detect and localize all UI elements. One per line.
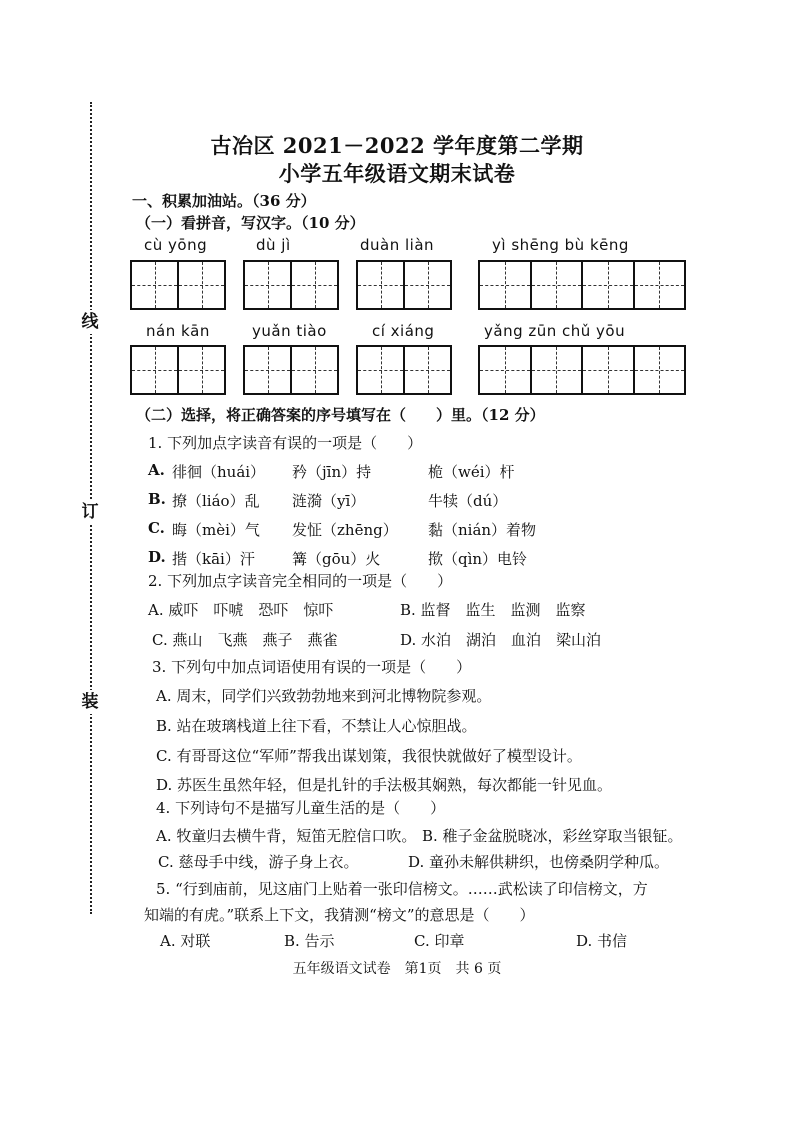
writing-grid-8[interactable] xyxy=(478,345,686,395)
q3-option-d[interactable]: D. 苏医生虽然年轻，但是扎针的手法极其娴熟，每次都能一针见血。 xyxy=(156,776,613,794)
q1-option-a-label[interactable]: A. xyxy=(148,461,165,479)
q1-option-a-2: 矜（jīn）持 xyxy=(292,463,372,481)
q5-option-a[interactable]: A. 对联 xyxy=(160,932,211,950)
q5-stem-line2: 知端的有虎。”联系上下文，我猜测“榜文”的意思是（ ） xyxy=(144,906,535,924)
q1-option-c-3: 黏（nián）着物 xyxy=(428,521,537,539)
q5-option-b[interactable]: B. 告示 xyxy=(284,932,335,950)
writing-grid-2[interactable] xyxy=(243,260,339,310)
pinyin-6: yuǎn tiào xyxy=(252,322,327,340)
q1-option-d-3: 揿（qìn）电铃 xyxy=(428,550,528,568)
q2-option-b[interactable]: B. 监督 监生 监测 监察 xyxy=(400,601,586,619)
q5-option-c[interactable]: C. 印章 xyxy=(414,932,465,950)
q2-option-d[interactable]: D. 水泊 湖泊 血泊 梁山泊 xyxy=(400,631,602,649)
exam-title-line1: 古冶区 2021－2022 学年度第二学期 xyxy=(210,133,584,158)
q1-option-a-3: 桅（wéi）杆 xyxy=(428,463,515,481)
page-footer: 五年级语文试卷 第1页 共 6 页 xyxy=(292,961,502,977)
pinyin-3: duàn liàn xyxy=(360,236,435,254)
q4-option-c[interactable]: C. 慈母手中线，游子身上衣。 xyxy=(158,853,359,871)
q3-stem: 3. 下列句中加点词语使用有误的一项是（ ） xyxy=(152,658,472,676)
q3-option-c[interactable]: C. 有哥哥这位“军师”帮我出谋划策，我很快就做好了模型设计。 xyxy=(156,747,582,765)
q1-option-c-1: 晦（mèi）气 xyxy=(172,521,260,539)
q2-option-a[interactable]: A. 威吓 吓唬 恐吓 惊吓 xyxy=(148,601,334,619)
margin-char-xian: 线 xyxy=(78,310,102,334)
q4-stem: 4. 下列诗句不是描写儿童生活的是（ ） xyxy=(156,799,446,817)
writing-grid-3[interactable] xyxy=(356,260,452,310)
section1-heading: 一、积累加油站。（36 分） xyxy=(132,192,316,210)
q1-stem: 1. 下列加点字读音有误的一项是（ ） xyxy=(148,434,423,452)
q4-option-d[interactable]: D. 童孙未解供耕织，也傍桑阴学种瓜。 xyxy=(408,853,670,871)
pinyin-2: dù jì xyxy=(256,236,291,254)
q1-option-c-2: 发怔（zhēng） xyxy=(292,521,398,539)
q4-option-a[interactable]: A. 牧童归去横牛背，短笛无腔信口吹。 xyxy=(156,827,417,845)
writing-grid-1[interactable] xyxy=(130,260,226,310)
q4-option-b[interactable]: B. 稚子金盆脱晓冰，彩丝穿取当银钲。 xyxy=(422,827,683,845)
part2-heading: （二）选择，将正确答案的序号填写在（ ）里。（12 分） xyxy=(136,406,545,424)
q1-option-b-3: 牛犊（dú） xyxy=(428,492,508,510)
margin-char-zhuang: 装 xyxy=(78,690,102,714)
pinyin-5: nán kān xyxy=(146,322,210,340)
pinyin-7: cí xiáng xyxy=(372,322,435,340)
writing-grid-6[interactable] xyxy=(243,345,339,395)
writing-grid-4[interactable] xyxy=(478,260,686,310)
q5-option-d[interactable]: D. 书信 xyxy=(576,932,628,950)
q1-option-b-2: 涟漪（yī） xyxy=(292,492,366,510)
q3-option-b[interactable]: B. 站在玻璃栈道上往下看，不禁让人心惊胆战。 xyxy=(156,717,477,735)
q2-option-c[interactable]: C. 燕山 飞燕 燕子 燕雀 xyxy=(152,631,338,649)
margin-char-ding: 订 xyxy=(78,500,102,524)
q1-option-b-1: 撩（liáo）乱 xyxy=(172,492,260,510)
pinyin-4: yì shēng bù kēng xyxy=(492,236,629,254)
q1-option-d-2: 篝（gōu）火 xyxy=(292,550,381,568)
part1-heading: （一）看拼音，写汉字。（10 分） xyxy=(136,214,365,232)
writing-grid-7[interactable] xyxy=(356,345,452,395)
pinyin-1: cù yōng xyxy=(144,236,208,254)
q1-option-b-label[interactable]: B. xyxy=(148,490,166,508)
q1-option-d-label[interactable]: D. xyxy=(148,548,166,566)
q1-option-a-1: 徘徊（huái） xyxy=(172,463,266,481)
q5-stem-line1: 5. “行到庙前，见这庙门上贴着一张印信榜文。……武松读了印信榜文，方 xyxy=(156,880,648,898)
pinyin-8: yǎng zūn chǔ yōu xyxy=(484,322,626,340)
q2-stem: 2. 下列加点字读音完全相同的一项是（ ） xyxy=(148,572,453,590)
q1-option-d-1: 揩（kāi）汗 xyxy=(172,550,255,568)
q3-option-a[interactable]: A. 周末，同学们兴致勃勃地来到河北博物院参观。 xyxy=(156,687,492,705)
exam-title-line2: 小学五年级语文期末试卷 xyxy=(278,161,516,186)
q1-option-c-label[interactable]: C. xyxy=(148,519,165,537)
writing-grid-5[interactable] xyxy=(130,345,226,395)
